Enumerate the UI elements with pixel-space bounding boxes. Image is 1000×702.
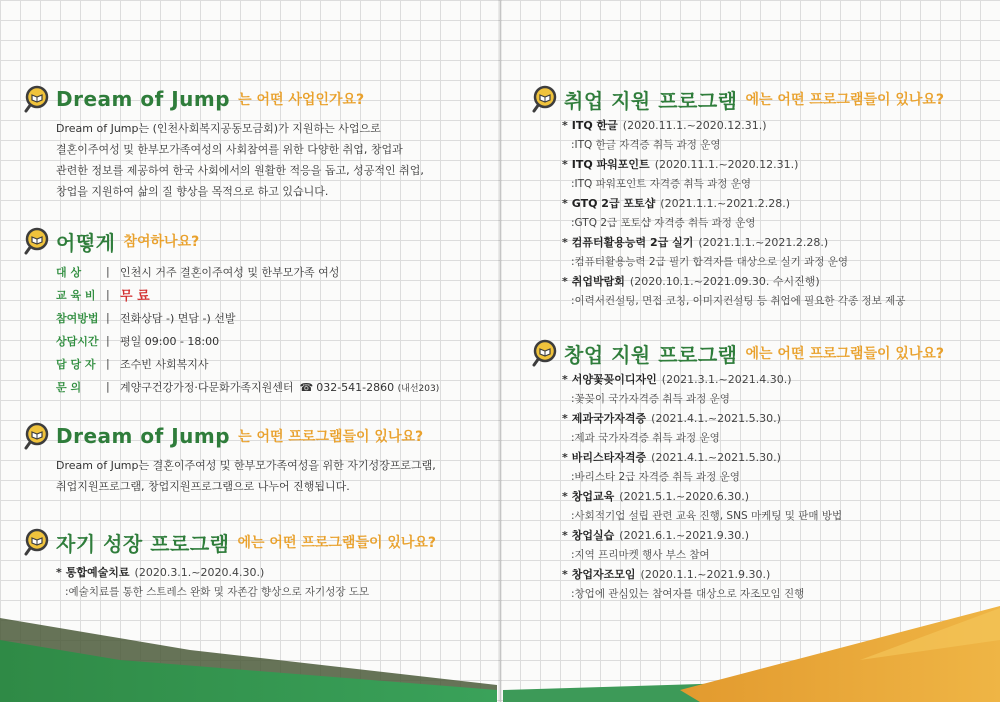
magnifier-book-icon: [22, 528, 50, 556]
contact-extension: (내선203): [397, 383, 440, 394]
info-row-fee: [56, 283, 439, 306]
program-desc: :바리스타 2급 자격증 취득 과정 운영: [571, 471, 740, 483]
program-date: (2020.11.1.~2020.12.31.): [654, 158, 799, 171]
program-desc: :GTQ 2급 포토샵 자격증 취득 과정 운영: [571, 217, 756, 229]
program-desc: :제과 국가자격증 취득 과정 운영: [571, 432, 720, 444]
bullet-asterisk: *: [562, 119, 568, 132]
about-heading: [22, 84, 424, 114]
employment-title: 취업 지원 프로그램: [564, 88, 738, 113]
info-value: 전화상담 -) 면담 -) 선발: [120, 311, 236, 325]
program-name: 창업실습: [571, 529, 615, 542]
program-item: [562, 233, 944, 272]
program-date: (2021.4.1.~2021.5.30.): [651, 451, 781, 464]
about-line: 결혼이주여성 및 한부모가족여성의 사회참여를 위한 다양한 취업, 창업과: [56, 143, 403, 156]
contact-center-name: 계양구건강가정·다문화가족지원센터: [120, 380, 294, 394]
programs-intro-section: [22, 421, 436, 497]
info-row-contact: [56, 375, 439, 398]
employment-section: [530, 84, 944, 311]
program-item: [562, 448, 944, 487]
program-item: [562, 565, 944, 604]
right-page: [502, 0, 1000, 702]
info-separator: |: [106, 334, 110, 347]
program-date: (2020.1.1.~2021.9.30.): [640, 568, 771, 581]
program-date: (2021.5.1.~2020.6.30.): [619, 490, 750, 503]
program-desc: :ITQ 한글 자격증 취득 과정 운영: [571, 139, 721, 151]
program-date: (2021.6.1.~2021.9.30.): [619, 529, 750, 542]
info-label: 담 당 자: [56, 357, 96, 371]
info-row-manager: [56, 352, 439, 375]
programs-intro-subtitle: 는 어떤 프로그램들이 있나요?: [238, 429, 424, 445]
program-desc: :창업에 관심있는 참여자를 대상으로 자조모임 진행: [571, 588, 805, 600]
program-name: ITQ 한글: [571, 119, 618, 132]
participate-section: [22, 226, 439, 398]
program-desc: :지역 프리마켓 행사 부스 참여: [571, 549, 710, 561]
program-name: 통합예술치료: [65, 566, 130, 579]
info-row-hours: [56, 329, 439, 352]
info-label: 참여방법: [56, 311, 99, 325]
about-line: Dream of Jump는 (인천사회복지공동모금회)가 지원하는 사업으로: [56, 122, 381, 135]
bullet-asterisk: *: [56, 566, 62, 579]
left-page: [0, 0, 498, 702]
program-name: 취업박람회: [571, 275, 625, 288]
self-growth-subtitle: 에는 어떤 프로그램들이 있나요?: [237, 535, 437, 551]
program-item: [562, 116, 944, 155]
participate-info-table: [56, 260, 439, 398]
program-desc: :예술치료를 통한 스트레스 완화 및 자존감 향상으로 자기성장 도모: [65, 586, 370, 598]
magnifier-book-icon: [22, 422, 50, 450]
program-date: (2020.3.1.~2020.4.30.): [134, 566, 265, 579]
startup-list: [562, 370, 944, 604]
program-date: (2021.1.1.~2021.2.28.): [660, 197, 791, 210]
phone-icon: ☎: [299, 380, 314, 394]
info-value: 인천시 거주 결혼이주여성 및 한부모가족 여성: [120, 265, 340, 279]
program-date: (2021.4.1.~2021.5.30.): [651, 412, 781, 425]
info-separator: |: [106, 311, 110, 324]
info-separator: |: [106, 288, 110, 301]
startup-section: [530, 338, 944, 604]
bullet-asterisk: *: [562, 490, 568, 503]
about-line: 관련한 정보를 제공하여 한국 사회에서의 원활한 적응을 돕고, 성공적인 취업,: [56, 164, 424, 177]
about-text: [56, 118, 424, 202]
participate-title: 어떻게: [56, 230, 116, 255]
program-name: 서양꽃꽂이디자인: [571, 373, 657, 386]
startup-heading: [530, 338, 944, 368]
info-separator: |: [106, 265, 110, 278]
program-item: [562, 370, 944, 409]
info-label: 대 상: [56, 265, 82, 279]
startup-title: 창업 지원 프로그램: [564, 342, 738, 367]
info-value-free: 무 료: [120, 289, 150, 304]
program-name: 창업교육: [571, 490, 615, 503]
programs-intro-heading: [22, 421, 436, 451]
magnifier-book-icon: [22, 227, 50, 255]
info-value: 평일 09:00 - 18:00: [120, 334, 220, 348]
program-name: ITQ 파워포인트: [571, 158, 650, 171]
info-label: 상담시간: [56, 334, 99, 348]
info-separator: |: [106, 380, 110, 393]
program-desc: :이력서컨설팅, 면접 코칭, 이미지컨설팅 등 취업에 필요한 각종 정보 제공: [571, 295, 906, 307]
magnifier-book-icon: [530, 339, 558, 367]
contact-phone: 032-541-2860: [316, 380, 395, 394]
programs-intro-line: Dream of Jump는 결혼이주여성 및 한부모가족여성을 위한 자기성장프로그램,: [56, 459, 436, 472]
program-name: 바리스타자격증: [571, 451, 647, 464]
self-growth-heading: [22, 527, 436, 557]
programs-intro-line: 취업지원프로그램, 창업지원프로그램으로 나누어 진행됩니다.: [56, 480, 350, 493]
bullet-asterisk: *: [562, 275, 568, 288]
bullet-asterisk: *: [562, 197, 568, 210]
program-item: [562, 409, 944, 448]
program-date: (2020.10.1.~2021.09.30. 수시진행): [629, 275, 820, 288]
bullet-asterisk: *: [562, 451, 568, 464]
employment-list: [562, 116, 944, 311]
program-name: 창업자조모임: [571, 568, 636, 581]
program-name: 제과국가자격증: [571, 412, 647, 425]
bullet-asterisk: *: [562, 373, 568, 386]
bullet-asterisk: *: [562, 412, 568, 425]
self-growth-title: 자기 성장 프로그램: [56, 531, 230, 556]
about-section: [22, 84, 424, 202]
program-desc: :꽃꽂이 국가자격증 취득 과정 운영: [571, 393, 730, 405]
self-growth-list: [56, 563, 436, 602]
info-label: 문 의: [56, 380, 82, 394]
about-subtitle: 는 어떤 사업인가요?: [238, 92, 365, 108]
about-title: Dream of Jump: [56, 87, 231, 111]
participate-heading: [22, 226, 439, 256]
program-item: [562, 526, 944, 565]
bullet-asterisk: *: [562, 158, 568, 171]
program-date: (2021.3.1.~2021.4.30.): [661, 373, 792, 386]
self-growth-section: [22, 527, 436, 602]
program-desc: :컴퓨터활용능력 2급 필기 합격자를 대상으로 실기 과정 운영: [571, 256, 849, 268]
info-label: 교 육 비: [56, 288, 96, 302]
bullet-asterisk: *: [562, 236, 568, 249]
bullet-asterisk: *: [562, 568, 568, 581]
program-desc: :ITQ 파워포인트 자격증 취득 과정 운영: [571, 178, 752, 190]
participate-subtitle: 참여하나요?: [123, 234, 200, 250]
program-name: 컴퓨터활용능력 2급 실기: [571, 236, 694, 249]
info-row-method: [56, 306, 439, 329]
magnifier-book-icon: [530, 85, 558, 113]
programs-intro-title: Dream of Jump: [56, 424, 231, 448]
info-separator: |: [106, 357, 110, 370]
program-item: [562, 155, 944, 194]
info-row-target: [56, 260, 439, 283]
employment-heading: [530, 84, 944, 114]
programs-intro-text: [56, 455, 436, 497]
program-item: [562, 194, 944, 233]
program-item: [56, 563, 436, 602]
program-date: (2021.1.1.~2021.2.28.): [698, 236, 829, 249]
info-value: [120, 379, 439, 395]
program-desc: :사회적기업 설립 관련 교육 진행, SNS 마케팅 및 판매 방법: [571, 510, 843, 522]
program-date: (2020.11.1.~2020.12.31.): [622, 119, 767, 132]
info-value: 조수빈 사회복지사: [120, 357, 209, 371]
startup-subtitle: 에는 어떤 프로그램들이 있나요?: [745, 346, 945, 362]
about-line: 창업을 지원하여 삶의 질 향상을 목적으로 하고 있습니다.: [56, 185, 329, 198]
employment-subtitle: 에는 어떤 프로그램들이 있나요?: [745, 92, 945, 108]
program-name: GTQ 2급 포토샵: [571, 197, 656, 210]
bullet-asterisk: *: [562, 529, 568, 542]
program-item: [562, 272, 944, 311]
magnifier-book-icon: [22, 85, 50, 113]
program-item: [562, 487, 944, 526]
